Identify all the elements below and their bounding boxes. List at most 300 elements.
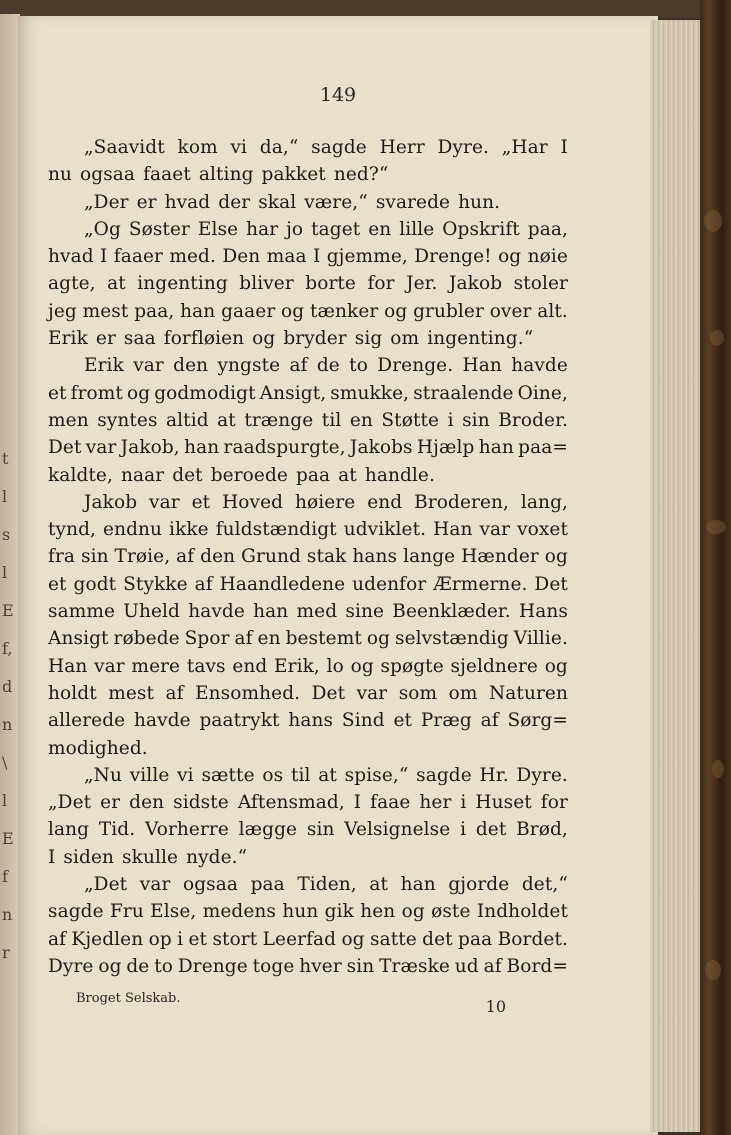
word: mere bbox=[131, 655, 181, 677]
word: var bbox=[133, 355, 164, 377]
word: Huset bbox=[475, 792, 532, 814]
word: syntes bbox=[97, 409, 158, 431]
word: pakket bbox=[261, 164, 326, 186]
word: de bbox=[316, 355, 340, 377]
word: faaer bbox=[113, 246, 163, 268]
word: af bbox=[165, 682, 184, 704]
word: alt. bbox=[537, 300, 568, 322]
word: de bbox=[126, 955, 150, 977]
word: Leerfad bbox=[262, 928, 337, 950]
word: Hjælp bbox=[416, 437, 475, 459]
word: havde bbox=[511, 355, 568, 377]
word: og bbox=[350, 655, 374, 677]
word: ogsaa bbox=[80, 164, 136, 186]
word: at bbox=[318, 764, 337, 786]
left-page-bleed-text bbox=[2, 440, 16, 972]
word: sidste bbox=[173, 792, 229, 814]
page-number: 149 bbox=[319, 84, 357, 106]
word: fuldstændigt bbox=[215, 519, 337, 541]
margin-mark: f, bbox=[2, 639, 13, 658]
word: af bbox=[176, 546, 195, 568]
body-text bbox=[48, 134, 568, 980]
word: Indholdet bbox=[476, 901, 568, 923]
word: lang, bbox=[520, 491, 568, 513]
word: da,“ bbox=[259, 137, 299, 158]
word: en bbox=[368, 218, 392, 240]
word: lange bbox=[403, 546, 456, 568]
word: sagde bbox=[311, 137, 367, 158]
word: Drenge bbox=[177, 955, 248, 977]
word: og bbox=[341, 928, 365, 950]
word: naar bbox=[120, 464, 165, 486]
word: fra bbox=[48, 546, 76, 568]
word: godt bbox=[73, 573, 117, 595]
word: gaaer bbox=[221, 300, 276, 322]
text-line bbox=[48, 243, 568, 270]
margin-mark: l bbox=[2, 563, 8, 582]
word: om bbox=[390, 328, 420, 350]
word: godmodigt bbox=[154, 382, 256, 404]
text-line bbox=[48, 898, 568, 925]
word: Else, bbox=[150, 901, 197, 923]
word: taget bbox=[311, 218, 361, 240]
word: Naturen bbox=[489, 682, 568, 704]
word: en bbox=[349, 409, 373, 431]
word: Stykke bbox=[123, 573, 188, 595]
word: af bbox=[289, 355, 308, 377]
word: altid bbox=[166, 409, 209, 431]
word: er bbox=[136, 191, 157, 213]
word: hans bbox=[288, 710, 334, 732]
word: os bbox=[262, 764, 284, 786]
word: Drenge. bbox=[377, 355, 454, 377]
word: af bbox=[480, 710, 499, 732]
word: Jakob, bbox=[120, 437, 180, 459]
book-cover bbox=[700, 0, 731, 1135]
word: til bbox=[290, 764, 311, 786]
margin-mark: n bbox=[2, 905, 13, 924]
margin-mark: f bbox=[2, 867, 8, 886]
word: er bbox=[100, 792, 121, 814]
word: „Saavidt bbox=[84, 137, 165, 158]
word: mest bbox=[82, 300, 129, 322]
word: og bbox=[252, 328, 276, 350]
word: jo bbox=[286, 218, 304, 240]
word: Han bbox=[48, 655, 88, 677]
word: det bbox=[422, 928, 453, 950]
text-line bbox=[48, 571, 568, 598]
word: endnu bbox=[103, 519, 163, 541]
word: Det bbox=[534, 573, 568, 595]
word: Erik bbox=[48, 328, 88, 350]
word: end bbox=[367, 491, 403, 513]
word: hen bbox=[360, 901, 396, 923]
text-line bbox=[48, 189, 568, 216]
word: havde bbox=[134, 710, 191, 732]
word: „Har bbox=[501, 137, 548, 158]
word: holdt bbox=[48, 682, 97, 704]
word: Jakob bbox=[84, 491, 138, 513]
word: paa, bbox=[134, 300, 175, 322]
word: at bbox=[338, 464, 357, 486]
word: til bbox=[321, 409, 342, 431]
word: over bbox=[489, 300, 532, 322]
word: Uheld bbox=[123, 601, 180, 623]
word: fromt bbox=[70, 382, 123, 404]
word: hvad bbox=[164, 191, 211, 213]
word: „Nu bbox=[84, 764, 122, 786]
word: spise,“ bbox=[344, 764, 409, 786]
word: Hans bbox=[519, 601, 568, 623]
word: skulle bbox=[122, 846, 179, 868]
word: Jakob bbox=[449, 273, 503, 295]
word: at bbox=[369, 874, 389, 896]
word: satte bbox=[369, 928, 417, 950]
word: han bbox=[478, 437, 514, 459]
word: hver bbox=[299, 955, 342, 977]
word: Sørg= bbox=[507, 710, 568, 732]
word: hun. bbox=[458, 191, 501, 213]
text-line bbox=[48, 161, 568, 188]
margin-mark: \ bbox=[2, 753, 8, 772]
word: var bbox=[479, 519, 511, 541]
word: med bbox=[296, 601, 338, 623]
word: grubler bbox=[413, 300, 484, 322]
word: Erik bbox=[84, 355, 124, 377]
word: mest bbox=[108, 682, 155, 704]
word: var bbox=[94, 655, 125, 677]
word: sagde bbox=[416, 764, 472, 786]
word: hun bbox=[282, 901, 319, 923]
page-edges bbox=[650, 20, 705, 1132]
word: Kjedlen bbox=[71, 928, 144, 950]
text-line bbox=[48, 625, 568, 652]
text-line bbox=[48, 816, 568, 843]
word: hans bbox=[352, 546, 398, 568]
word: sagde bbox=[48, 901, 104, 923]
word: Ærmerne. bbox=[433, 573, 528, 595]
word: Oine, bbox=[517, 382, 568, 404]
word: i bbox=[460, 792, 467, 814]
word: Tiden, bbox=[297, 874, 357, 896]
word: øste bbox=[431, 901, 471, 923]
word: Det bbox=[48, 437, 82, 459]
word: „Det bbox=[84, 874, 128, 896]
word: jeg bbox=[48, 300, 77, 322]
word: medens bbox=[202, 901, 277, 923]
word: sine bbox=[345, 601, 385, 623]
margin-mark: n bbox=[2, 715, 13, 734]
word: stoler bbox=[513, 273, 568, 295]
word: ud bbox=[454, 955, 479, 977]
word: og bbox=[98, 955, 122, 977]
word: han bbox=[253, 601, 289, 623]
text-line bbox=[48, 680, 568, 707]
word: tavs bbox=[186, 655, 226, 677]
word: sjeldnere bbox=[450, 655, 538, 677]
word: faaet bbox=[143, 164, 191, 186]
word: vi bbox=[177, 764, 194, 786]
word: yngste bbox=[217, 355, 281, 377]
word: et bbox=[393, 710, 413, 732]
word: trænge bbox=[244, 409, 314, 431]
word: der bbox=[218, 191, 251, 213]
margin-mark: s bbox=[2, 525, 11, 544]
word: paa, bbox=[527, 218, 568, 240]
word: af bbox=[194, 573, 213, 595]
word: Brød, bbox=[516, 819, 568, 841]
word: Søster bbox=[128, 218, 190, 240]
word: lang bbox=[48, 819, 90, 841]
word: Jakobs bbox=[349, 437, 413, 459]
text-line bbox=[48, 434, 568, 461]
text-line bbox=[48, 707, 568, 734]
word: af bbox=[483, 955, 502, 977]
text-line bbox=[48, 352, 568, 379]
word: allerede bbox=[48, 710, 126, 732]
word: stort bbox=[212, 928, 258, 950]
word: et bbox=[188, 928, 208, 950]
text-line bbox=[48, 735, 568, 762]
word: for bbox=[367, 273, 395, 295]
word: det,“ bbox=[521, 874, 568, 896]
word: Sind bbox=[341, 710, 385, 732]
word: være,“ bbox=[304, 191, 368, 213]
word: paa bbox=[295, 464, 331, 486]
word: Han bbox=[462, 355, 502, 377]
word: af bbox=[48, 928, 67, 950]
signature-mark: 10 bbox=[485, 997, 506, 1016]
word: Støtte bbox=[381, 409, 440, 431]
word: at bbox=[217, 409, 236, 431]
word: Erik, bbox=[274, 655, 320, 677]
word: og bbox=[126, 382, 151, 404]
word: var bbox=[85, 437, 117, 459]
word: bryder bbox=[283, 328, 347, 350]
word: men bbox=[48, 409, 89, 431]
word: Villie. bbox=[513, 628, 568, 650]
word: skal bbox=[258, 191, 297, 213]
word: kom bbox=[177, 137, 218, 158]
word: beroede bbox=[210, 464, 288, 486]
margin-mark: E bbox=[2, 601, 14, 620]
text-line bbox=[48, 489, 568, 516]
word: gik bbox=[324, 901, 354, 923]
word: handle. bbox=[364, 464, 435, 486]
text-line bbox=[48, 298, 568, 325]
word: Velsignelse bbox=[344, 819, 451, 841]
text-line bbox=[48, 871, 568, 898]
word: agte, bbox=[48, 273, 96, 295]
word: „Det bbox=[48, 792, 92, 814]
word: raadspurgte, bbox=[223, 437, 346, 459]
word: „Der bbox=[84, 191, 129, 213]
word: ned?“ bbox=[333, 164, 389, 186]
word: en bbox=[257, 628, 281, 650]
word: smukke, bbox=[330, 382, 410, 404]
word: Else bbox=[197, 218, 239, 240]
word: I bbox=[312, 246, 321, 268]
word: I bbox=[353, 792, 362, 814]
word: bestemt bbox=[285, 628, 362, 650]
word: tænker bbox=[310, 300, 379, 322]
word: bliver bbox=[239, 273, 294, 295]
word: ingenting bbox=[137, 273, 228, 295]
word: sin bbox=[462, 409, 490, 431]
word: sin bbox=[80, 546, 109, 568]
word: ikke bbox=[169, 519, 209, 541]
word: Hr. bbox=[479, 764, 509, 786]
text-line bbox=[48, 926, 568, 953]
word: stak bbox=[306, 546, 347, 568]
word: paatrykt bbox=[199, 710, 280, 732]
word: har bbox=[246, 218, 279, 240]
word: samme bbox=[48, 601, 116, 623]
word: i bbox=[177, 928, 184, 950]
word: var bbox=[356, 682, 388, 704]
word: tynd, bbox=[48, 519, 97, 541]
word: modighed. bbox=[48, 737, 148, 759]
word: borte bbox=[305, 273, 356, 295]
word: Hoved bbox=[222, 491, 284, 513]
word: gjemme, bbox=[326, 246, 408, 268]
word: vi bbox=[230, 137, 248, 158]
word: I bbox=[100, 246, 108, 268]
word: og bbox=[281, 300, 305, 322]
word: Dyre bbox=[48, 955, 94, 977]
word: udviklet. bbox=[343, 519, 427, 541]
word: af bbox=[234, 628, 253, 650]
margin-mark: d bbox=[2, 677, 13, 696]
word: Den bbox=[222, 246, 261, 268]
text-line bbox=[48, 598, 568, 625]
word: han bbox=[400, 874, 436, 896]
word: Hænder bbox=[461, 546, 539, 568]
word: paa bbox=[458, 928, 493, 950]
text-line bbox=[48, 380, 568, 407]
word: maa bbox=[266, 246, 307, 268]
footer-title: Broget Selskab. bbox=[76, 991, 181, 1006]
word: den bbox=[173, 355, 209, 377]
word: Trøie, bbox=[114, 546, 171, 568]
word: han bbox=[180, 300, 216, 322]
word: svarede bbox=[375, 191, 451, 213]
word: kaldte, bbox=[48, 464, 113, 486]
word: Haandledene bbox=[219, 573, 346, 595]
text-line bbox=[48, 134, 568, 161]
word: et bbox=[191, 491, 211, 513]
margin-mark: l bbox=[2, 487, 8, 506]
word: lægge bbox=[238, 819, 298, 841]
word: et bbox=[48, 382, 67, 404]
text-line bbox=[48, 953, 568, 980]
word: sig bbox=[354, 328, 383, 350]
word: sin bbox=[306, 819, 335, 841]
margin-mark: r bbox=[2, 943, 10, 962]
text-line bbox=[48, 270, 568, 297]
word: Grund bbox=[241, 546, 301, 568]
word: ingenting.“ bbox=[427, 328, 534, 350]
word: at bbox=[107, 273, 126, 295]
word: ogsaa bbox=[182, 874, 238, 896]
word: og bbox=[544, 546, 568, 568]
word: to bbox=[349, 355, 368, 377]
word: faae bbox=[370, 792, 411, 814]
word: Ensomhed. bbox=[195, 682, 301, 704]
word: „Og bbox=[84, 218, 121, 240]
word: I bbox=[560, 137, 568, 158]
word: Ansigt, bbox=[259, 382, 327, 404]
word: voxet bbox=[517, 519, 568, 541]
word: i bbox=[447, 409, 454, 431]
word: hvad bbox=[48, 246, 94, 268]
word: den bbox=[129, 792, 165, 814]
text-line bbox=[48, 762, 568, 789]
text-line bbox=[48, 407, 568, 434]
word: Bordet. bbox=[497, 928, 568, 950]
word: sætte bbox=[201, 764, 255, 786]
word: paa= bbox=[518, 437, 568, 459]
word: nøie bbox=[527, 246, 568, 268]
word: med. bbox=[169, 246, 216, 268]
word: er bbox=[95, 328, 116, 350]
word: Herr bbox=[379, 137, 425, 158]
word: røbede bbox=[113, 628, 180, 650]
text-line bbox=[48, 844, 568, 871]
word: Træske bbox=[379, 955, 450, 977]
text-line bbox=[48, 789, 568, 816]
word: siden bbox=[63, 846, 115, 868]
word: om bbox=[448, 682, 478, 704]
word: Drenge! bbox=[414, 246, 492, 268]
word: op bbox=[148, 928, 172, 950]
word: den bbox=[200, 546, 236, 568]
margin-mark: E bbox=[2, 829, 14, 848]
text-line bbox=[48, 462, 568, 489]
word: her bbox=[419, 792, 452, 814]
word: for bbox=[540, 792, 568, 814]
word: toge bbox=[252, 955, 295, 977]
word: var bbox=[139, 874, 171, 896]
word: høiere bbox=[295, 491, 356, 513]
word: Spor bbox=[184, 628, 230, 650]
word: saa bbox=[123, 328, 156, 350]
word: i bbox=[460, 819, 467, 841]
word: Aftensmad, bbox=[237, 792, 345, 814]
word: Beenklæder. bbox=[392, 601, 511, 623]
book-page bbox=[18, 16, 658, 1135]
word: forfløien bbox=[163, 328, 245, 350]
word: I bbox=[48, 846, 56, 868]
word: lille bbox=[399, 218, 435, 240]
word: og bbox=[401, 901, 425, 923]
margin-mark: l bbox=[2, 791, 8, 810]
word: to bbox=[154, 955, 173, 977]
word: et bbox=[48, 573, 67, 595]
word: udenfor bbox=[352, 573, 427, 595]
margin-mark: t bbox=[2, 449, 9, 468]
word: Broder. bbox=[498, 409, 568, 431]
word: og bbox=[384, 300, 408, 322]
word: Dyre. bbox=[437, 137, 489, 158]
word: og bbox=[366, 628, 391, 650]
word: Præg bbox=[420, 710, 472, 732]
word: straalende bbox=[413, 382, 514, 404]
word: Fru bbox=[109, 901, 144, 923]
word: var bbox=[149, 491, 180, 513]
word: som bbox=[398, 682, 438, 704]
text-line bbox=[48, 543, 568, 570]
